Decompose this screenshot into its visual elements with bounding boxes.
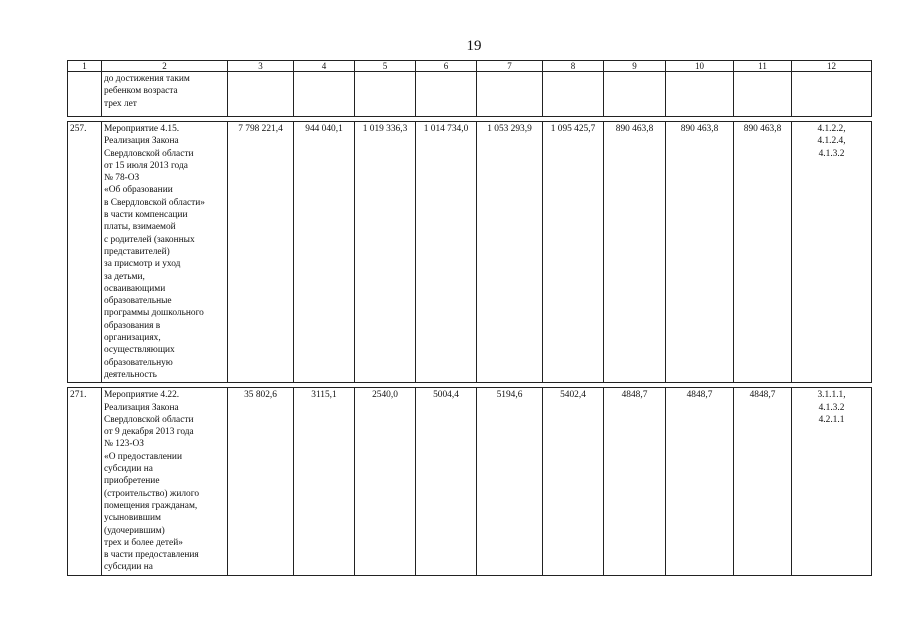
description-line: образовательные (104, 296, 172, 307)
goals-cell (792, 72, 872, 117)
column-header: 6 (416, 61, 477, 72)
description-line: образовательную (104, 357, 173, 368)
value-cell (294, 72, 355, 117)
value-cell: 1 019 336,3 (355, 122, 416, 383)
column-header: 3 (228, 61, 294, 72)
description-line: (удочерившим) (104, 525, 165, 536)
value-cell (666, 72, 734, 117)
value-cell (734, 72, 792, 117)
goals-cell (792, 388, 872, 575)
column-header: 4 (294, 61, 355, 72)
description-cell (102, 388, 228, 575)
description-line: образования в (104, 320, 161, 331)
value-cell: 4848,7 (666, 388, 734, 575)
description-line: от 15 июля 2013 года (104, 160, 188, 171)
description-line: Реализация Закона (104, 136, 179, 147)
description-line: с родителей (законных (104, 234, 195, 245)
goal-code: 4.2.1.1 (818, 414, 845, 425)
value-cell (604, 72, 666, 117)
column-header: 7 (477, 61, 543, 72)
description-line: «Об образовании (104, 185, 173, 196)
value-cell: 890 463,8 (734, 122, 792, 383)
description-line: субсидии на (104, 464, 153, 475)
description-line: программы дошкольного (104, 308, 204, 319)
value-cell (228, 72, 294, 117)
description-line: за присмотр и уход (104, 259, 181, 270)
description-line: помещения гражданам, (104, 500, 198, 511)
value-cell: 944 040,1 (294, 122, 355, 383)
description-line: «О предоставлении (104, 451, 182, 462)
description-line: за детьми, (104, 271, 145, 282)
description-line: до достижения таким (104, 74, 190, 84)
value-cell: 890 463,8 (604, 122, 666, 383)
description-line: трех и более детей» (104, 537, 183, 548)
value-cell: 1 053 293,9 (477, 122, 543, 383)
column-header: 5 (355, 61, 416, 72)
description-line: трех лет (104, 98, 137, 109)
continuation-row (68, 72, 872, 117)
description-line: Мероприятие 4.22. (104, 390, 180, 401)
description-line: ребенком возраста (104, 86, 178, 97)
description-cell (102, 72, 228, 117)
column-header: 12 (792, 61, 872, 72)
description-line: Свердловской области (104, 414, 194, 425)
description-line: № 78-ОЗ (104, 173, 140, 184)
description-line: субсидии на (104, 562, 153, 573)
value-cell: 7 798 221,4 (228, 122, 294, 383)
description-line: в части компенсации (104, 210, 188, 221)
value-cell: 5194,6 (477, 388, 543, 575)
value-cell: 2540,0 (355, 388, 416, 575)
description-line: осуществляющих (104, 345, 175, 356)
value-cell (477, 72, 543, 117)
description-line: усыновившим (104, 513, 161, 524)
description-line: в Свердловской области» (104, 197, 205, 208)
description-line: Мероприятие 4.15. (104, 124, 180, 134)
column-header: 8 (543, 61, 604, 72)
value-cell (355, 72, 416, 117)
value-cell (416, 72, 477, 117)
row-number-cell (68, 72, 102, 117)
goal-code: 3.1.1.1, (817, 390, 846, 401)
value-cell: 5402,4 (543, 388, 604, 575)
description-line: осваивающими (104, 283, 166, 294)
row-number-cell: 271. (68, 388, 102, 575)
column-header: 10 (666, 61, 734, 72)
column-header: 2 (102, 61, 228, 72)
table-row (68, 388, 872, 575)
column-header: 11 (734, 61, 792, 72)
table-row (68, 122, 872, 383)
column-header: 1 (68, 61, 102, 72)
value-cell: 3115,1 (294, 388, 355, 575)
row-number-cell: 257. (68, 122, 102, 383)
value-cell: 4848,7 (734, 388, 792, 575)
description-line: организациях, (104, 333, 161, 344)
goals-cell (792, 122, 872, 383)
value-cell: 5004,4 (416, 388, 477, 575)
value-cell: 890 463,8 (666, 122, 734, 383)
value-cell: 1 095 425,7 (543, 122, 604, 383)
goal-code: 4.1.3.2 (818, 402, 845, 413)
description-line: № 123-ОЗ (104, 439, 144, 450)
description-line: Свердловской области (104, 148, 194, 159)
page-number: 19 (466, 38, 482, 54)
value-cell: 1 014 734,0 (416, 122, 477, 383)
description-line: от 9 декабря 2013 года (104, 427, 194, 438)
description-line: деятельность (104, 369, 157, 380)
budget-table (67, 60, 872, 576)
description-line: платы, взимаемой (104, 222, 176, 233)
goal-code: 4.1.2.2, (817, 124, 846, 134)
header-row (68, 61, 872, 72)
goal-code: 4.1.2.4, (817, 136, 846, 147)
description-line: (строительство) жилого (104, 488, 200, 499)
description-cell (102, 122, 228, 383)
column-header: 9 (604, 61, 666, 72)
description-line: в части предоставления (104, 550, 199, 561)
value-cell: 4848,7 (604, 388, 666, 575)
value-cell (543, 72, 604, 117)
goal-code: 4.1.3.2 (818, 148, 845, 159)
description-line: представителей) (104, 246, 170, 257)
description-line: Реализация Закона (104, 402, 179, 413)
value-cell: 35 802,6 (228, 388, 294, 575)
description-line: приобретение (104, 476, 160, 487)
